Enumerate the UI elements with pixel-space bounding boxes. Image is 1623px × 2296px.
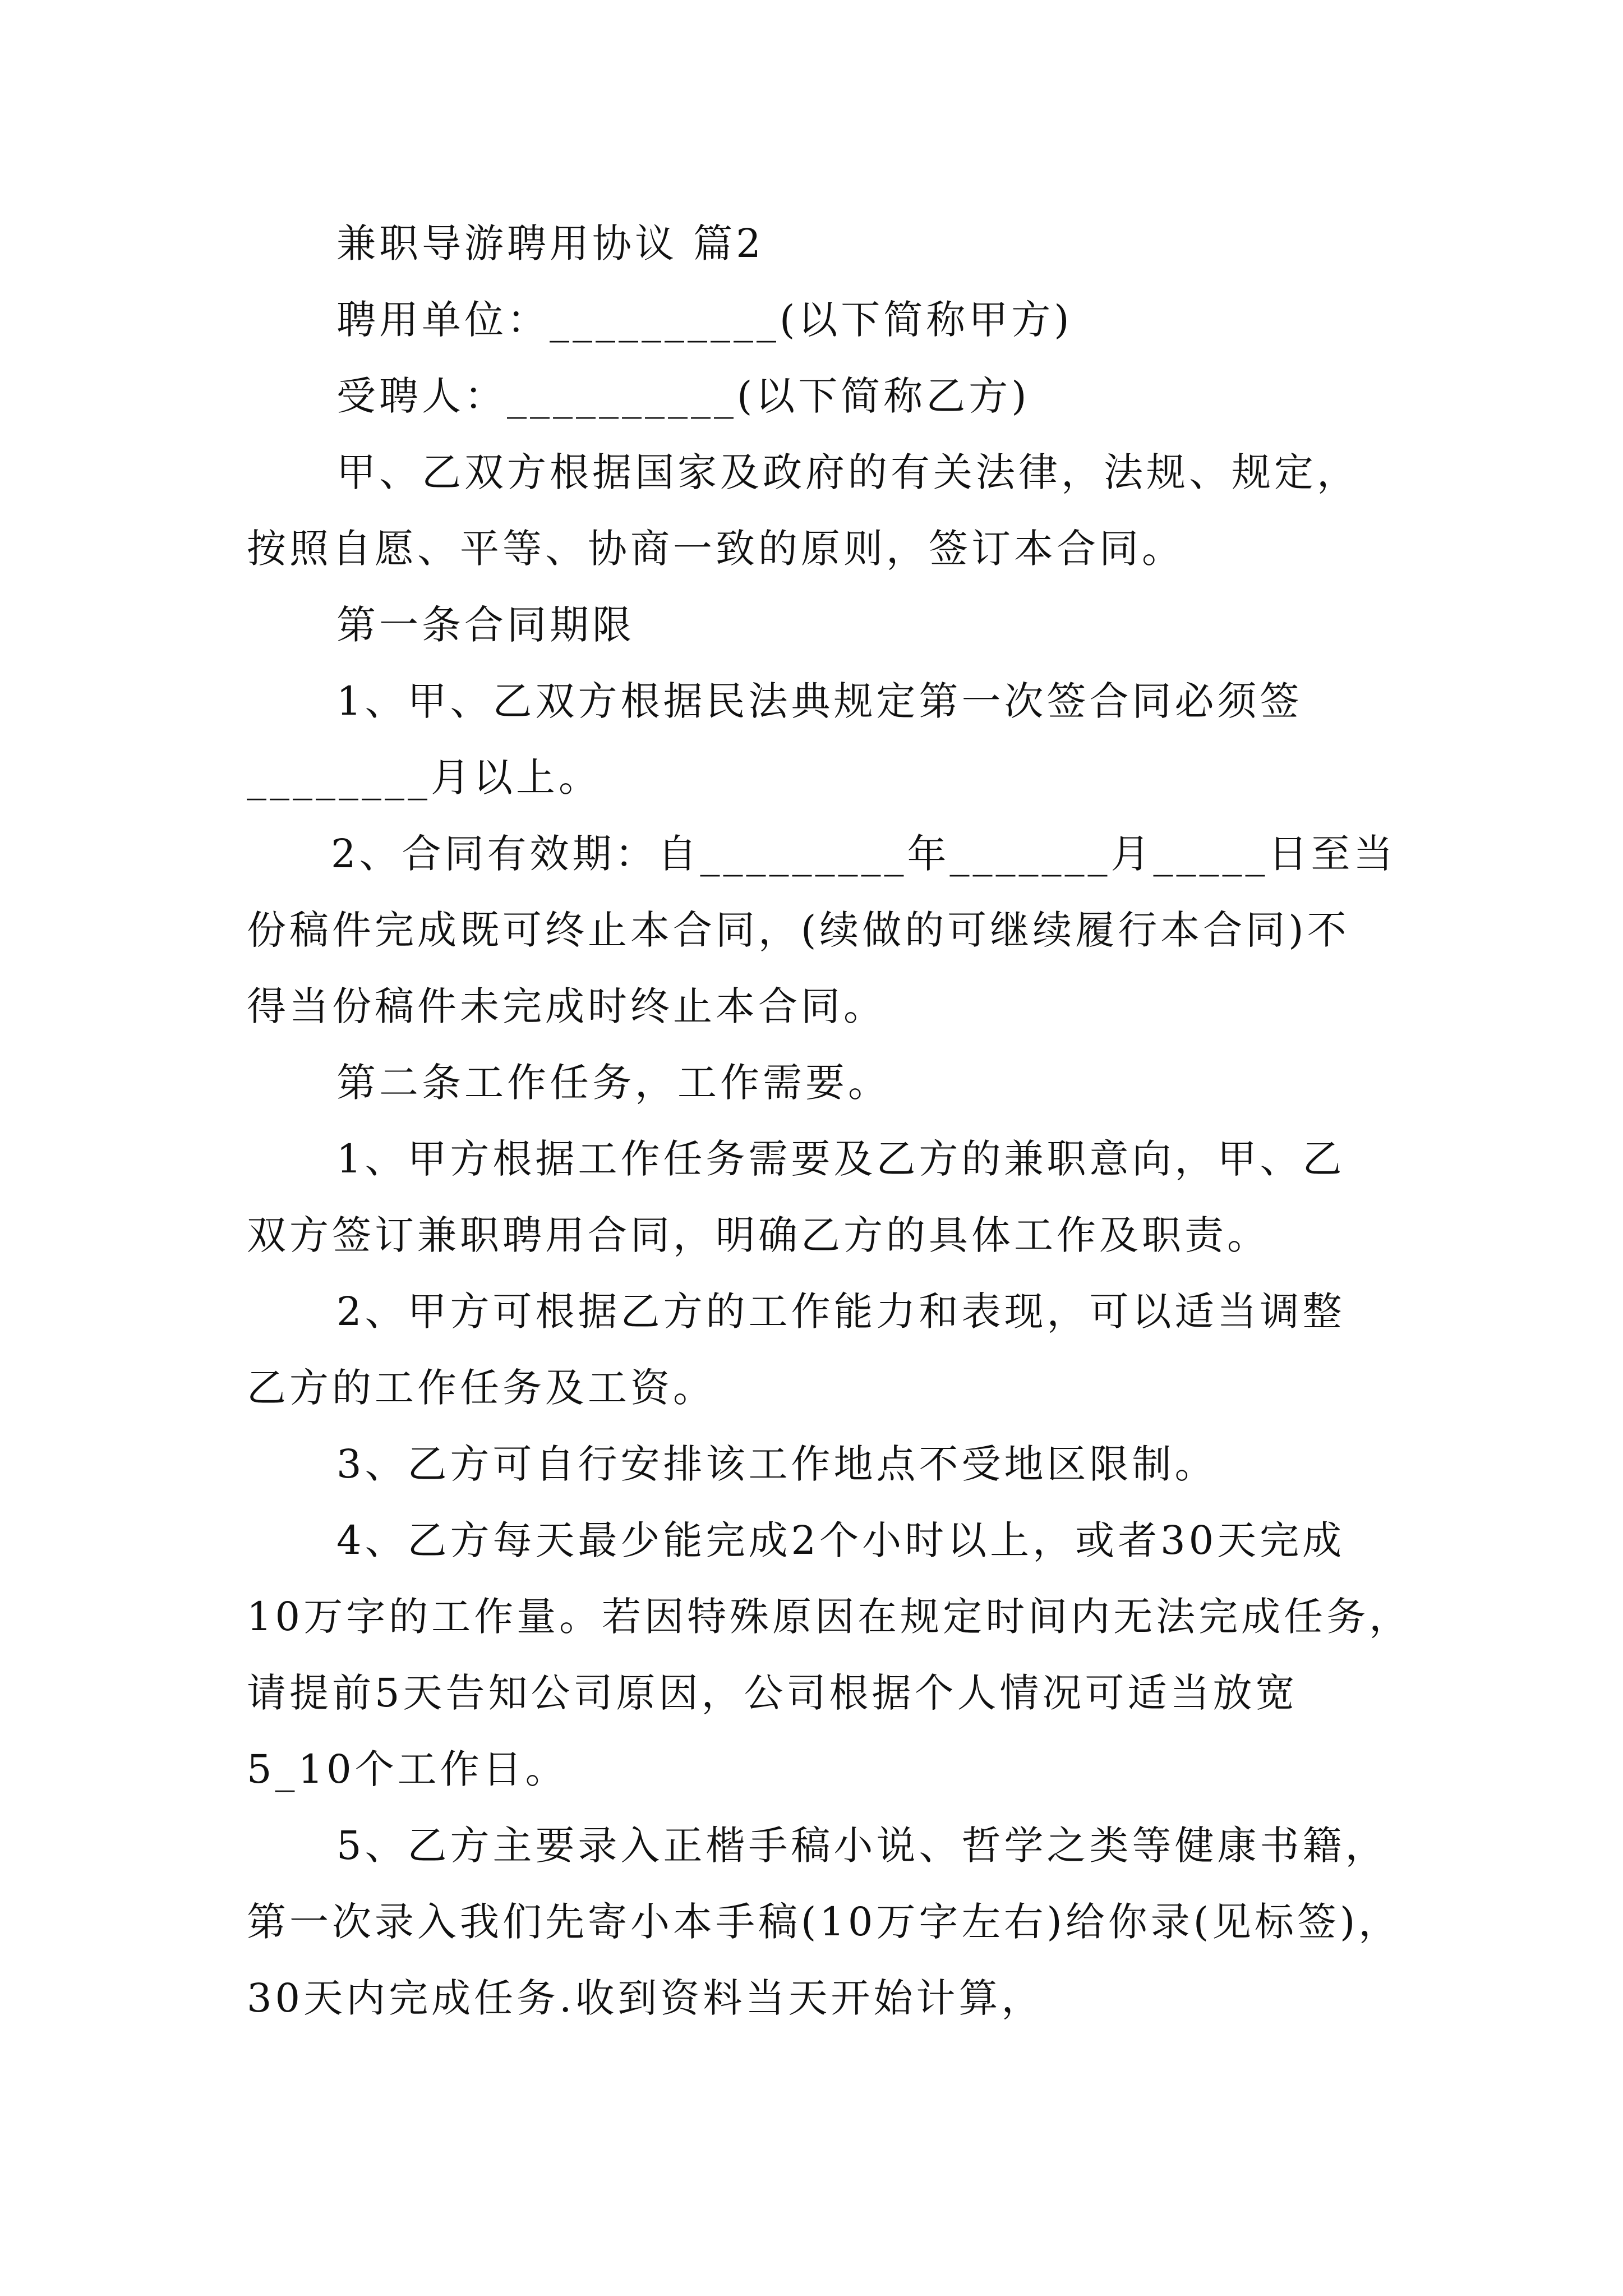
article-2-item-5-line-1: 5、乙方主要录入正楷手稿小说、哲学之类等健康书籍， <box>336 1823 1388 1869</box>
article-2-item-1-line-1: 1、甲方根据工作任务需要及乙方的兼职意向，甲、乙 <box>336 1136 1345 1182</box>
article-2-item-2-line-2: 乙方的工作任务及工资。 <box>247 1365 716 1411</box>
employee-line: 受聘人：__________(以下简称乙方) <box>336 373 1030 419</box>
article-2-item-3: 3、乙方可自行安排该工作地点不受地区限制。 <box>336 1441 1218 1487</box>
article-2-heading: 第二条工作任务，工作需要。 <box>336 1060 891 1106</box>
document-title: 兼职导游聘用协议 篇2 <box>336 220 764 266</box>
article-2-item-4-line-4: 5_10个工作日。 <box>247 1746 568 1792</box>
article-2-item-4-line-3: 请提前5天告知公司原因，公司根据个人情况可适当放宽 <box>247 1670 1298 1716</box>
article-1-item-2-line-1: 2、合同有效期：自_________年_______月_____日至当 <box>331 831 1396 877</box>
article-1-item-1-line-1: 1、甲、乙双方根据民法典规定第一次签合同必须签 <box>336 678 1303 724</box>
article-2-item-4-line-2: 10万字的工作量。若因特殊原因在规定时间内无法完成任务， <box>247 1594 1412 1640</box>
article-1-heading: 第一条合同期限 <box>336 602 635 648</box>
article-2-item-5-line-3: 30天内完成任务.收到资料当天开始计算， <box>247 1975 1044 2021</box>
article-2-item-1-line-2: 双方签订兼职聘用合同，明确乙方的具体工作及职责。 <box>247 1212 1270 1258</box>
article-1-item-2-line-2: 份稿件完成既可终止本合同，(续做的可继续履行本合同)不 <box>247 907 1350 953</box>
intro-line-2: 按照自愿、平等、协商一致的原则，签订本合同。 <box>247 526 1184 572</box>
article-1-item-1-line-2: ________月以上。 <box>247 754 601 800</box>
article-2-item-5-line-2: 第一次录入我们先寄小本手稿(10万字左右)给你录(见标签)， <box>247 1899 1401 1945</box>
intro-line-1: 甲、乙双方根据国家及政府的有关法律，法规、规定， <box>336 449 1359 495</box>
article-2-item-4-line-1: 4、乙方每天最少能完成2个小时以上，或者30天完成 <box>336 1517 1345 1563</box>
article-2-item-2-line-1: 2、甲方可根据乙方的工作能力和表现，可以适当调整 <box>336 1289 1345 1335</box>
article-1-item-2-line-3: 得当份稿件未完成时终止本合同。 <box>247 983 886 1029</box>
employer-line: 聘用单位：__________(以下简称甲方) <box>336 297 1073 343</box>
